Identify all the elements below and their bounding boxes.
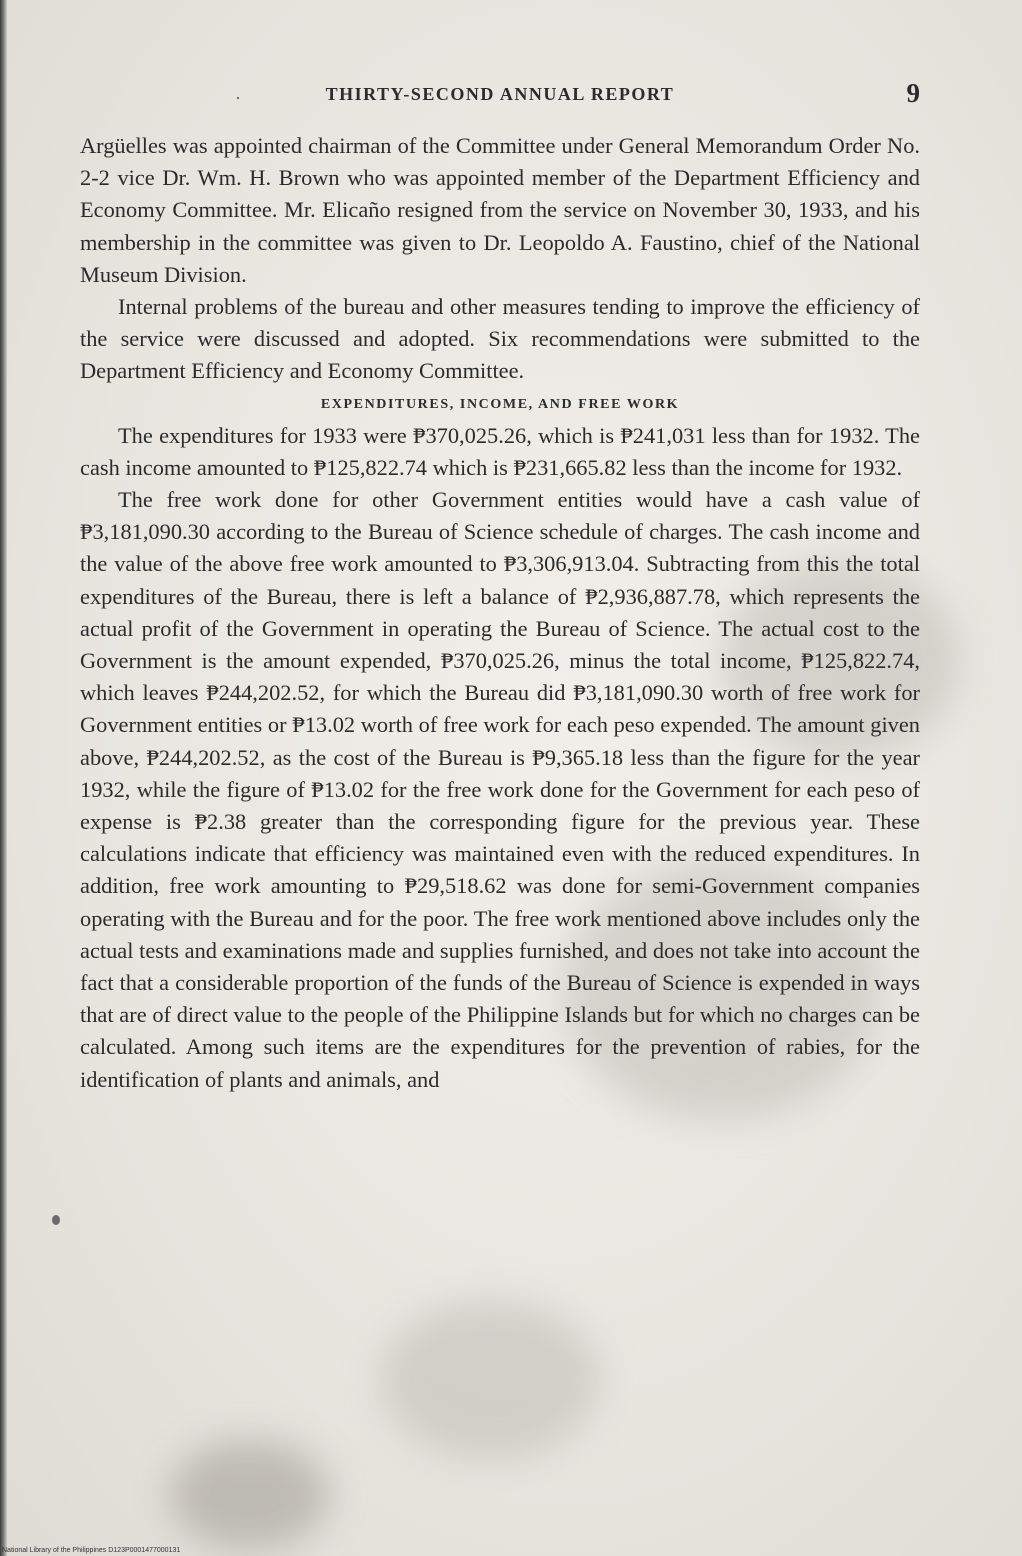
page-header [80,78,920,114]
page-number: 9 [906,78,920,108]
paragraph-2: Internal problems of the bureau and other measures tending to improve the efficiency of the service were discussed and adopted. Six recommendations were submitted to the Department Efficiency and Economy Committee. [80,294,920,384]
running-title: THIRTY-SECOND ANNUAL REPORT [325,84,675,104]
body-text [80,130,920,1096]
section-heading: EXPENDITURES, INCOME, AND FREE WORK [320,396,680,412]
paragraph-4: The free work done for other Government entities would have a cash value of ₱3,181,090.30 according to the Bureau of Science schedule of charges. The cash income and the value of the above free work amounted to ₱3,306,913.04. Subtracting from this the total expenditures of the Bureau, there is left a balance of ₱2,936,887.78, which represents the actual profit of the Government in operating the Bureau of Science. The actual cost to the Government is the amount expended, ₱370,025.26, minus the total income, ₱125,822.74, which leaves ₱244,202.52, for which the Bureau did ₱3,181,090.30 worth of free work for Government entities or ₱13.02 worth of free work for each peso expended. The amount given above, ₱244,202.52, as the cost of the Bureau is ₱9,365.18 less than the figure for the year 1932, while the figure of ₱13.02 for the free work done for the Government for each peso of expense is ₱2.38 greater than the corresponding figure for the previous year. These calculations indicate that efficiency was maintained even with the reduced expenditures. In addition, free work amounting to ₱29,518.62 was done for semi-Government companies operating with the Bureau and for the poor. The free work mentioned above includes only the actual tests and examinations made and supplies furnished, and does not take into account the fact that a considerable proportion of the funds of the Bureau of Science is expended in ways that are of direct value to the people of the Philippine Islands but for which no charges can be calculated. Among such items are the expenditures for the prevention of rabies, for the identification of plants and animals, and [80,487,920,1092]
binding-edge [0,0,7,1556]
stain [380,1300,600,1460]
scan-credit: National Library of the Philippines D123P0001477000131 [2,1547,181,1554]
paragraph-1: Argüelles was appointed chairman of the Committee under General Memorandum Order No. 2-2 vice Dr. Wm. H. Brown who was appointed member of the Department Efficiency and Economy Committee. Mr. Elicaño resigned from the service on November 30, 1933, and his membership in the committee was given to Dr. Leopoldo A. Faustino, chief of the National Museum Division. [80,133,920,287]
header-dot: · [235,88,241,108]
stain [170,1440,330,1550]
paragraph-3: The expenditures for 1933 were ₱370,025.26, which is ₱241,031 less than for 1932. The cash income amounted to ₱125,822.74 which is ₱231,665.82 less than the income for 1932. [80,422,920,480]
margin-mark [52,1215,60,1225]
